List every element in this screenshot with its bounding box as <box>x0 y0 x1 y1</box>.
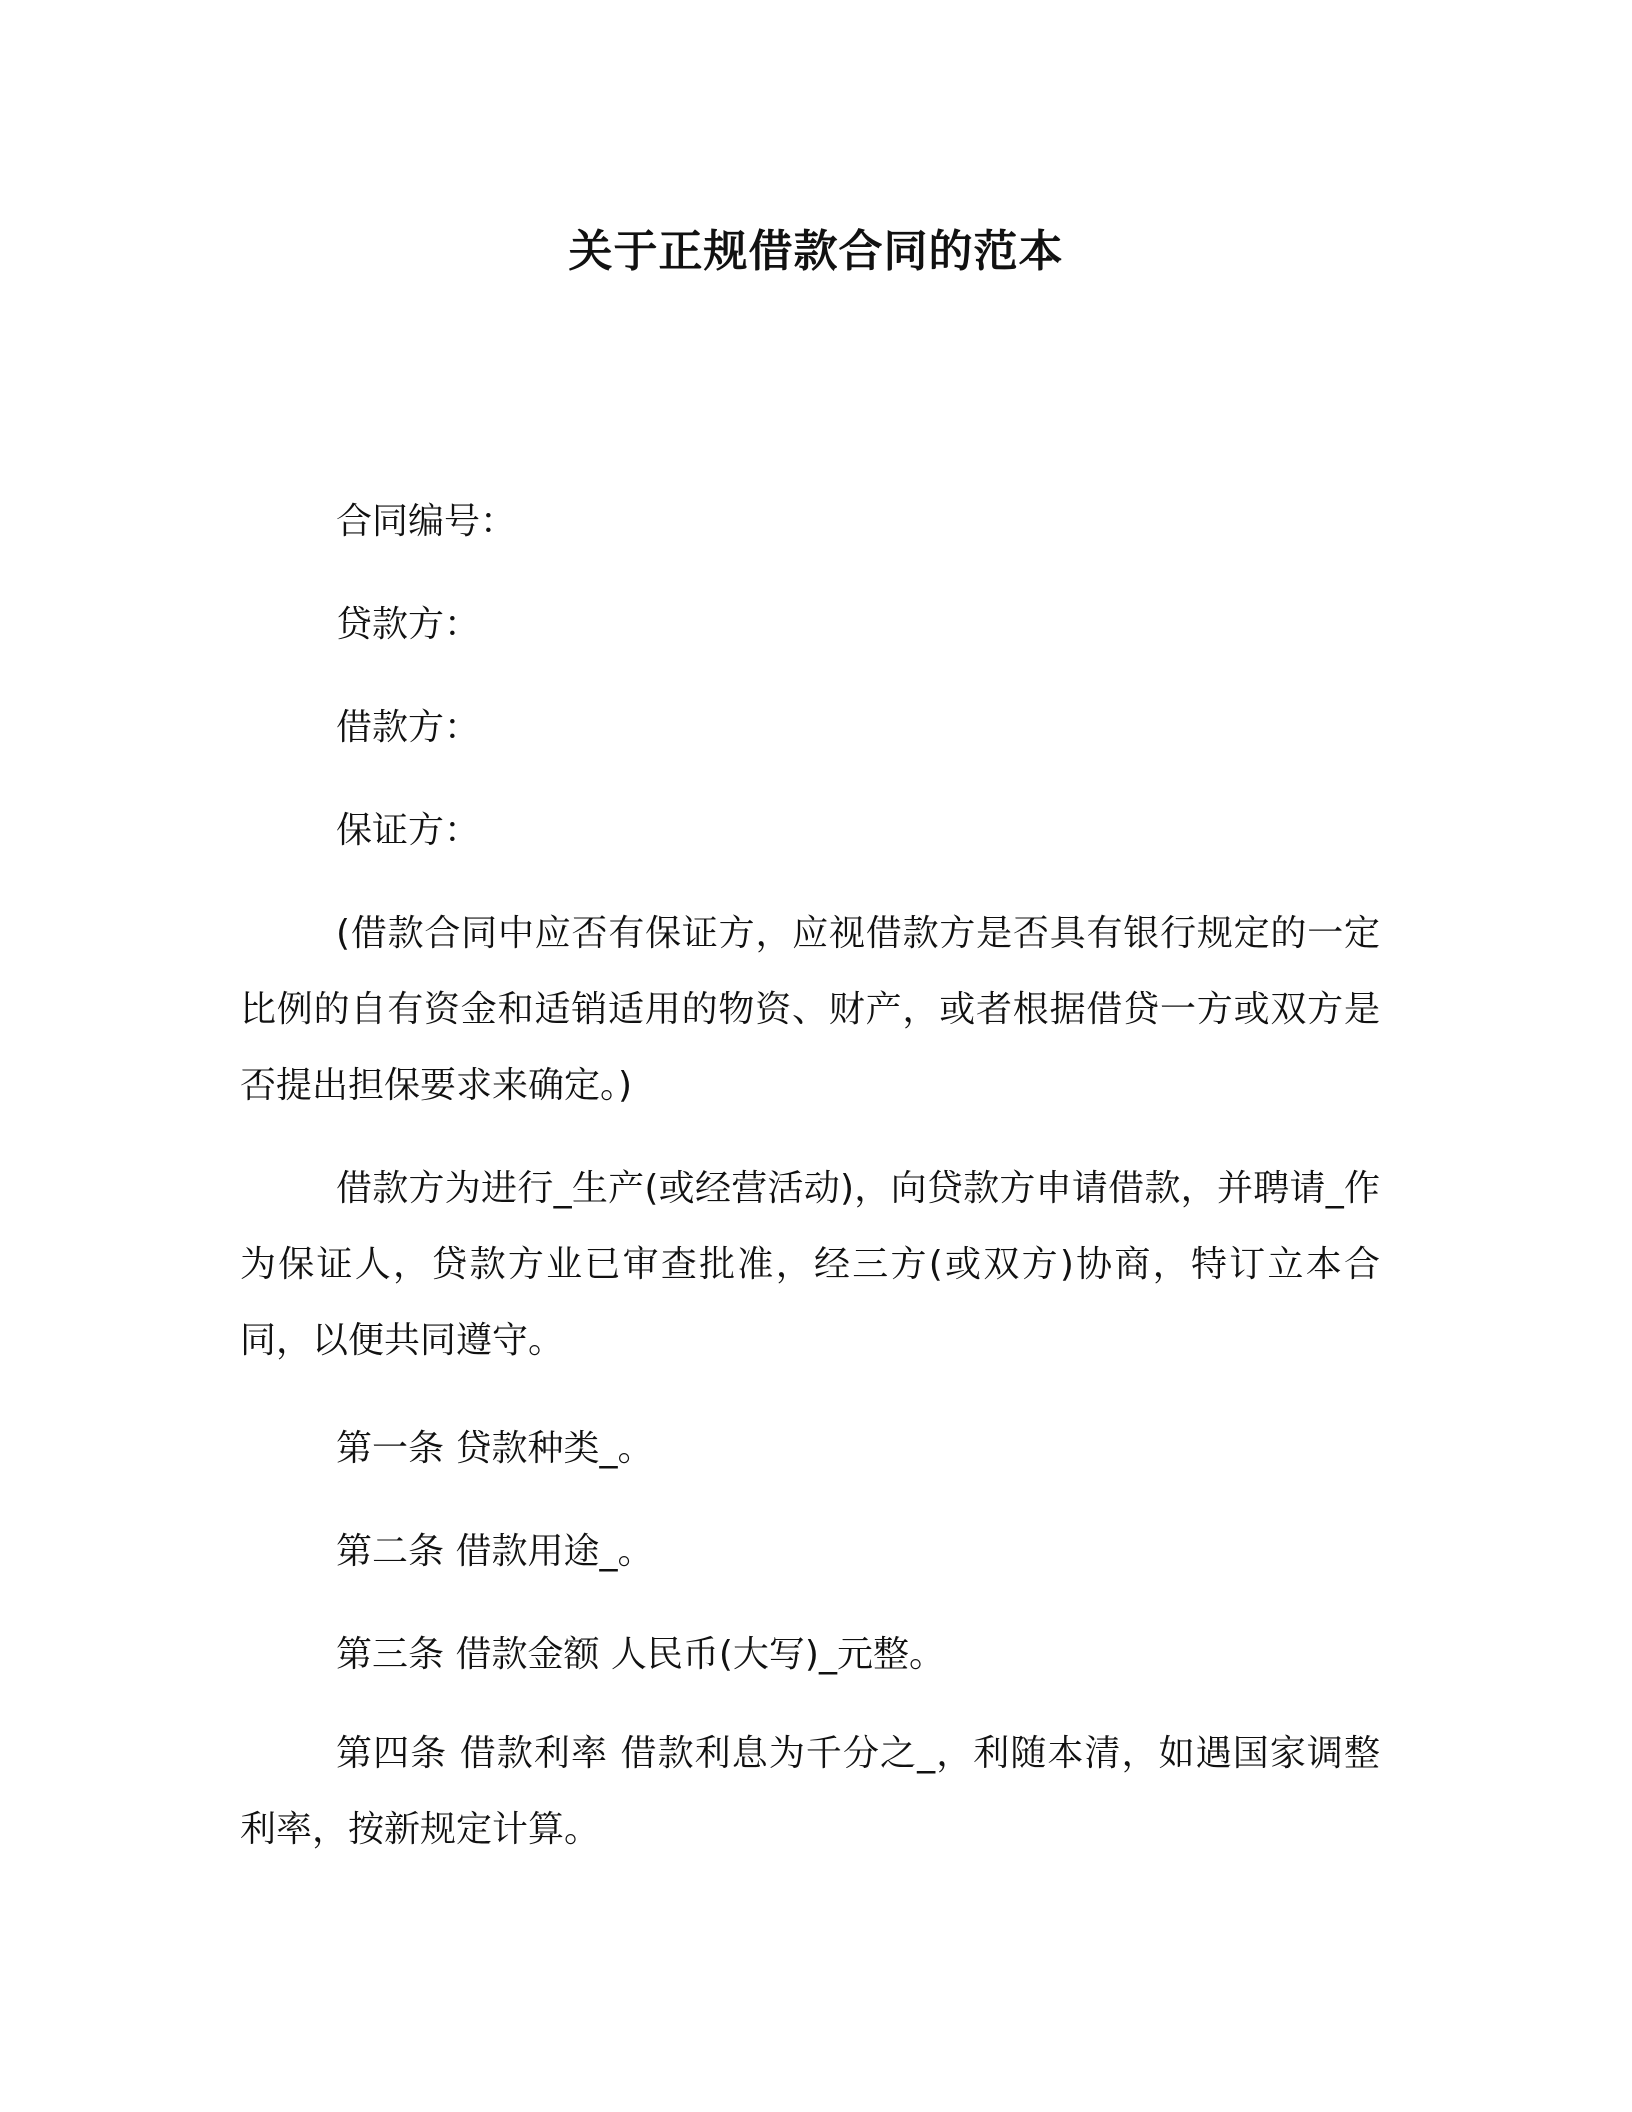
borrower-label: 借款方： <box>336 707 481 748</box>
contract-number-label: 合同编号： <box>336 501 517 542</box>
lender-label: 贷款方： <box>336 604 481 645</box>
guarantor-label: 保证方： <box>336 810 481 851</box>
article-4: 第四条 借款利率 借款利息为千分之_，利随本清，如遇国家调整利率，按新规定计算。 <box>240 1733 1380 1850</box>
guarantor-note-paragraph: (借款合同中应否有保证方，应视借款方是否具有银行规定的一定比例的自有资金和适销适用的物资、财产，或者根据借贷一方或双方是否提出担保要求来确定。) <box>240 913 1380 1106</box>
article-3: 第三条 借款金额 人民币(大写)_元整。 <box>336 1634 945 1675</box>
article-2: 第二条 借款用途_。 <box>336 1531 654 1572</box>
document-title: 关于正规借款合同的范本 <box>568 226 1064 277</box>
article-1: 第一条 贷款种类_。 <box>336 1428 654 1469</box>
preamble-paragraph: 借款方为进行_生产(或经营活动)，向贷款方申请借款，并聘请_作为保证人，贷款方业已审查批准，经三方(或双方)协商，特订立本合同，以便共同遵守。 <box>240 1168 1380 1361</box>
